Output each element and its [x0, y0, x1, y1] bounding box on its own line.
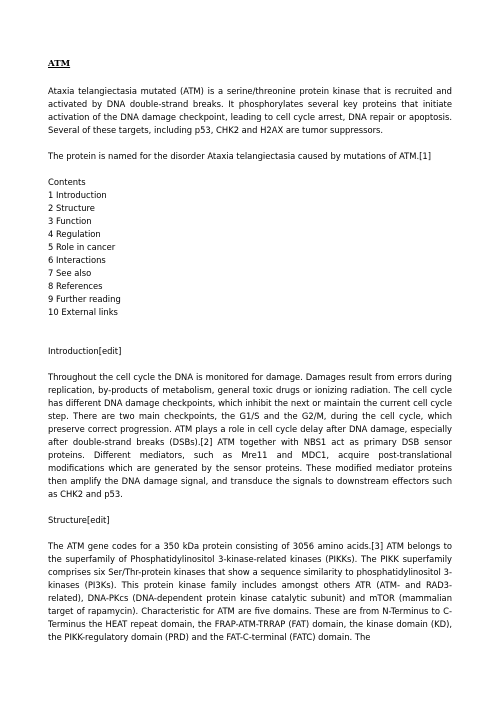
contents-item-role-in-cancer[interactable]: 5 Role in cancer — [48, 242, 116, 252]
intro-paragraph-1: Ataxia telangiectasia mutated (ATM) is a serine/threonine protein kinase that is recruited and activated by DNA double-strand breaks. It phosphorylates several key proteins that initiate activation of the DNA damage checkpoint, leading to cell cycle arrest, DNA repair or apoptosis. Several of these targets, including p53, CHK2 and H2AX are tumor suppressors. — [48, 86, 452, 135]
section-heading-structure: Structure[edit] — [48, 515, 110, 525]
document-page — [48, 58, 452, 644]
intro-paragraph-2: The protein is named for the disorder Ataxia telangiectasia caused by mutations of ATM.[1] — [48, 151, 432, 161]
contents-heading: Contents — [48, 177, 86, 187]
spacer — [48, 501, 452, 514]
contents-item-references[interactable]: 8 References — [48, 281, 103, 291]
contents-item-see-also[interactable]: 7 See also — [48, 268, 92, 278]
section-body-introduction: Throughout the cell cycle the DNA is monitored for damage. Damages result from errors during replication, by-products of metabolism, general toxic drugs or ionizing radiation. The cell cycle has different DNA damage checkpoints, which inhibit the next or maintain the current cell cycle step. There are two main checkpoints, the G1/S and the G2/M, during the cell cycle, which preserve correct progression. ATM plays a role in cell cycle delay after DNA damage, especially after double-strand breaks (DSBs).[2] ATM together with NBS1 act as primary DSB sensor proteins. Different mediators, such as Mre11 and MDC1, acquire post-translational modifications which are generated by the sensor proteins. These modified mediator proteins then amplify the DNA damage signal, and transduce the signals to downstream effectors such as CHK2 and p53. — [48, 372, 452, 499]
contents-item-external-links[interactable]: 10 External links — [48, 307, 118, 317]
contents-item-function[interactable]: 3 Function — [48, 216, 92, 226]
contents-item-regulation[interactable]: 4 Regulation — [48, 229, 101, 239]
section-body-structure: The ATM gene codes for a 350 kDa protein consisting of 3056 amino acids.[3] ATM belongs to the superfamily of Phosphatidylinositol 3-kinase-related kinases (PIKKs). The PIKK superfamily comprises six Ser/Thr-protein kinases that show a sequence similarity to phosphatidylinositol 3-kinases (PI3Ks). This protein kinase family includes amongst others ATR (ATM- and RAD3-related), DNA-PKcs (DNA-dependent protein kinase catalytic subunit) and mTOR (mammalian target of rapamycin). Characteristic for ATM are five domains. These are from N-Terminus to C-Terminus the HEAT repeat domain, the FRAP-ATM-TRRAP (FAT) domain, the kinase domain (KD), the PIKK-regulatory domain (PRD) and the FAT-C-terminal (FATC) domain. The — [48, 541, 452, 642]
contents-item-introduction[interactable]: 1 Introduction — [48, 190, 107, 200]
spacer — [48, 163, 452, 176]
spacer — [48, 527, 452, 540]
spacer — [48, 137, 452, 150]
spacer — [48, 319, 452, 345]
contents-list — [48, 189, 452, 319]
page-title: ATM — [48, 59, 71, 69]
spacer — [48, 358, 452, 371]
section-heading-introduction: Introduction[edit] — [48, 346, 122, 356]
contents-item-interactions[interactable]: 6 Interactions — [48, 255, 106, 265]
contents-item-further-reading[interactable]: 9 Further reading — [48, 294, 121, 304]
contents-item-structure[interactable]: 2 Structure — [48, 203, 95, 213]
